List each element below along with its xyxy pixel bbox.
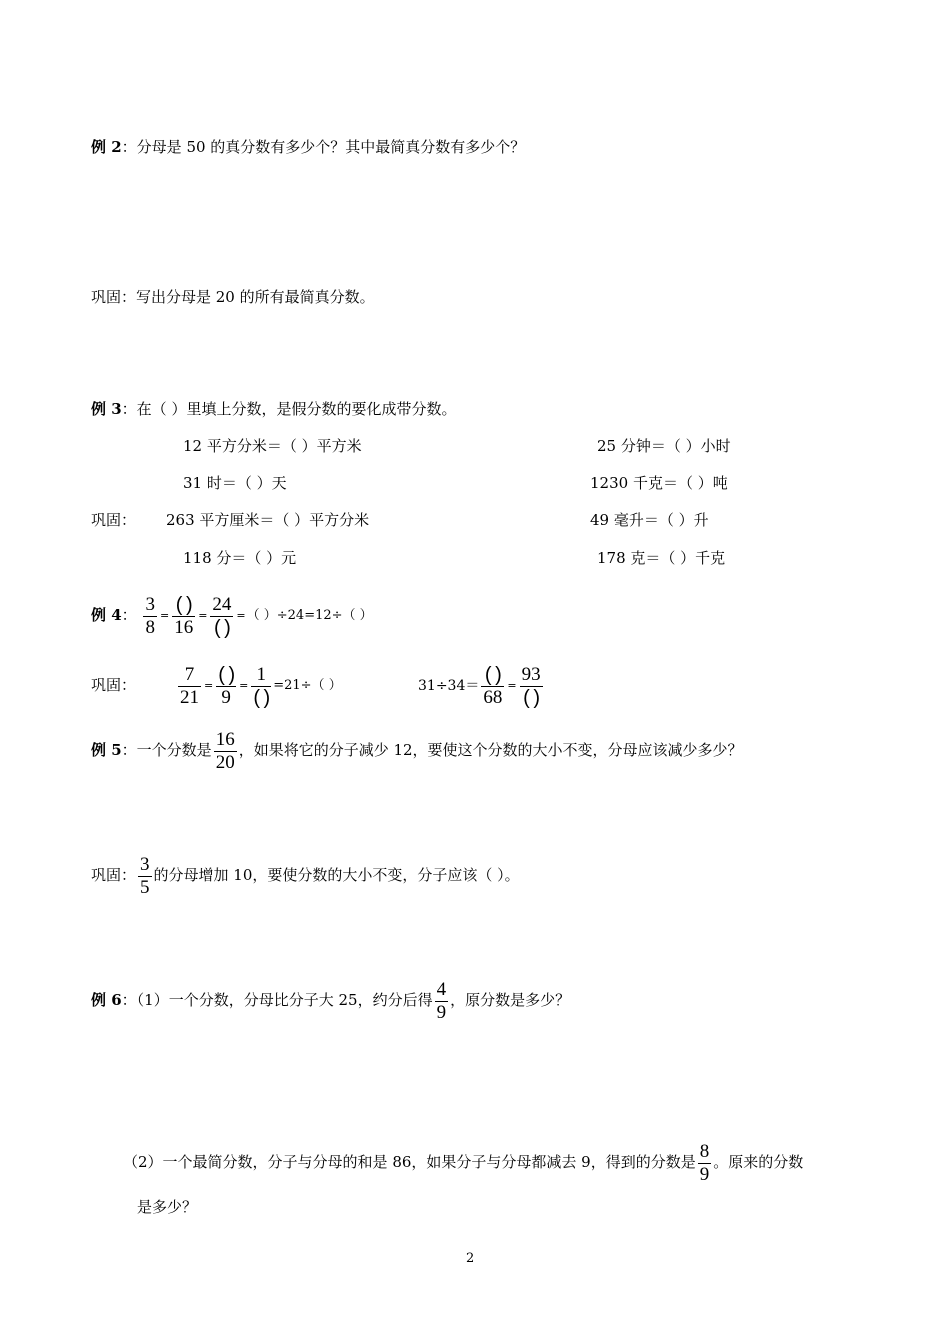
- fraction: [178, 665, 201, 708]
- example-3-item-1b: 25 分钟＝（ ）小时: [597, 437, 731, 455]
- numerator-blank: ( ): [484, 663, 501, 686]
- practice-5-label: 巩固：: [91, 866, 137, 884]
- numerator: 3: [140, 853, 150, 875]
- denominator-blank: ( ): [253, 686, 270, 709]
- practice-4b: [418, 655, 545, 715]
- example-4: [91, 585, 373, 645]
- denominator: 21: [180, 686, 200, 708]
- practice-1: 巩固：写出分母是 20 的所有最简真分数。: [91, 288, 375, 306]
- numerator: 93: [521, 663, 541, 685]
- practice-5-post: 的分母增加 10，要使分数的大小不变，分子应该（ ）。: [153, 866, 520, 884]
- denominator: 16: [174, 616, 194, 638]
- example-6-part-2-post: 。原来的分数: [713, 1153, 804, 1171]
- fraction: [251, 665, 271, 708]
- example-3-item-1a: 12 平方分米＝（ ）平方米: [183, 437, 362, 455]
- fraction: [172, 595, 195, 638]
- equals-sign: =: [204, 679, 214, 692]
- example-6-part-2-cont: 是多少？: [137, 1198, 198, 1216]
- example-6-part-2: [123, 1134, 803, 1190]
- example-4-colon: ：: [121, 606, 137, 624]
- denominator: 20: [215, 751, 235, 773]
- example-6-post: ，原分数是多少？: [450, 991, 571, 1009]
- denominator: 8: [145, 616, 155, 638]
- example-6-label: 例 6: [91, 991, 122, 1009]
- example-3-item-2b: 1230 千克＝（ ）吨: [590, 474, 728, 492]
- fraction: [138, 855, 152, 898]
- numerator: 24: [212, 593, 232, 615]
- fraction: [143, 595, 157, 638]
- example-3-item-4a: 118 分＝（ ）元: [183, 549, 297, 567]
- fraction: [210, 595, 233, 638]
- example-6-pre: ：（1）一个分数，分母比分子大 25，约分后得: [121, 991, 433, 1009]
- numerator: 1: [256, 663, 267, 685]
- practice-4-label: 巩固：: [91, 676, 137, 694]
- example-5-pre: ：一个分数是: [121, 741, 212, 759]
- example-3-label: 例 3: [91, 400, 122, 418]
- practice-4b-start: 31÷34＝: [418, 678, 480, 694]
- example-5-label: 例 5: [91, 741, 122, 759]
- denominator-blank: ( ): [523, 686, 540, 709]
- fraction: [435, 980, 449, 1023]
- denominator: 68: [483, 686, 503, 708]
- practice-4-mid: =21÷（ ）: [273, 678, 342, 693]
- fraction: [520, 665, 543, 708]
- example-3-item-3a: 263 平方厘米＝（ ）平方分米: [166, 511, 370, 529]
- equals-sign: =: [239, 679, 249, 692]
- example-4-label: 例 4: [91, 606, 122, 624]
- denominator: 9: [221, 686, 231, 708]
- practice-5: [91, 847, 520, 903]
- example-3-item-3b: 49 毫升＝（ ）升: [590, 511, 709, 529]
- example-3: [91, 399, 456, 419]
- numerator-blank: ( ): [218, 663, 235, 686]
- example-2: [91, 137, 525, 157]
- equals-sign: =: [198, 609, 208, 622]
- numerator: 16: [215, 728, 235, 750]
- example-2-label: 例 2: [91, 138, 122, 156]
- denominator: 5: [140, 876, 150, 898]
- fraction: [698, 1142, 712, 1185]
- example-6-part-2-pre: （2）一个最简分数，分子与分母的和是 86，如果分子与分母都减去 9，得到的分数是: [123, 1153, 696, 1171]
- fraction: [216, 665, 236, 708]
- fraction: [481, 665, 504, 708]
- example-4-tail: （ ）÷24=12÷（ ）: [246, 608, 373, 623]
- equals-sign: =: [159, 609, 170, 622]
- practice-3-label: 巩固：: [91, 511, 137, 529]
- example-5: [91, 722, 743, 778]
- denominator-blank: ( ): [213, 616, 230, 639]
- denominator: 9: [436, 1001, 447, 1023]
- numerator: 4: [436, 978, 447, 1000]
- practice-4: [91, 655, 342, 715]
- equals-sign: =: [507, 679, 517, 692]
- numerator: 7: [184, 663, 195, 685]
- numerator: 8: [699, 1140, 710, 1162]
- fraction: [214, 730, 237, 773]
- example-3-item-4b: 178 克＝（ ）千克: [597, 549, 726, 567]
- page-number: 2: [466, 1251, 475, 1266]
- numerator-blank: ( ): [175, 593, 192, 616]
- numerator: 3: [145, 593, 155, 615]
- example-3-item-2a: 31 时＝（ ）天: [183, 474, 287, 492]
- example-3-text: ：在（ ）里填上分数，是假分数的要化成带分数。: [121, 400, 457, 418]
- example-2-text: ：分母是 50 的真分数有多少个？其中最简真分数有多少个？: [121, 138, 526, 156]
- denominator: 9: [699, 1163, 710, 1185]
- equals-sign: =: [236, 609, 246, 622]
- example-6: [91, 972, 570, 1028]
- example-5-post: ，如果将它的分子减少 12，要使这个分数的大小不变，分母应该减少多少？: [238, 741, 743, 759]
